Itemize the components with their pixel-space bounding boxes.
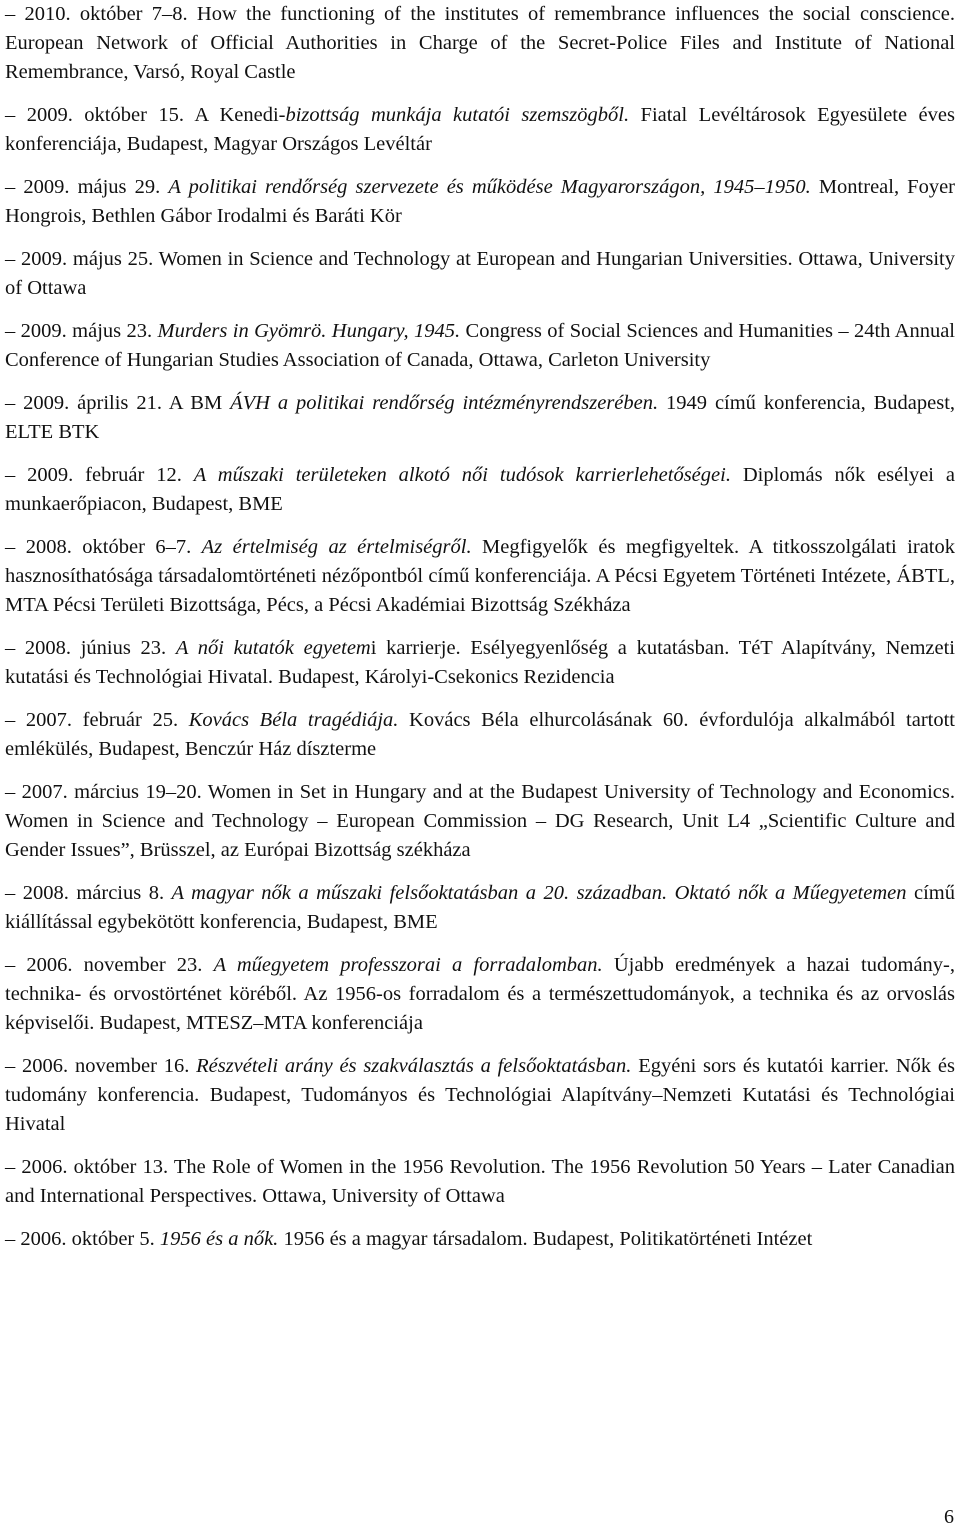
entry-text: – 2009. május 25. Women in Science and Technology at European and Hungarian Universities. Ottawa, University of Ottawa [5,248,955,299]
entry-text: Egyéni sors és kutatói karrier. Nők és tudomány konferencia. Budapest, Tudományos és Technológiai Alapítvány–Nemzeti Kutatási és Technológiai Hivatal [5,1055,955,1135]
entry-text: című kiállítással egybekötött konferencia, Budapest, BME [5,882,955,933]
entry-text: – 2006. november 16. [5,1055,197,1077]
entry-text: 1949 című konferencia, Budapest, ELTE BTK [5,392,956,443]
entry-title-italic: A női kutatók egyetem [175,637,371,659]
entry-text: – 2006. október 5. [5,1228,160,1250]
entry-text: i karrierje. Esélyegyenlőség a kutatásban. TéT Alapítvány, Nemzeti kutatási és Technológiai Hivatal. Budapest, Károlyi-Csekonics Rezidencia [5,637,956,688]
conference-entry [5,879,955,937]
entry-text: Fiatal Levéltárosok Egyesülete éves konferenciája, Budapest, Magyar Országos Levéltár [5,104,955,155]
entry-title-italic: A műszaki területeken alkotó női tudósok karrierlehetőségei. [193,464,731,486]
conference-entry [5,634,955,692]
entry-title-italic: Az értelmiség az értelmiségről. [201,536,472,558]
page-number: 6 [944,1506,954,1528]
entry-title-italic: Murders in Gyömrö. Hungary, 1945. [157,320,461,342]
entry-text: – 2007. február 25. [5,709,189,731]
entry-text: – 2006. november 23. [5,954,214,976]
entry-text: – 2008. március 8. [5,882,172,904]
entry-text: – 2008. október 6–7. [5,536,202,558]
conference-entry [5,1153,955,1211]
conference-entry [5,0,955,87]
entry-text: Congress of Social Sciences and Humanities – 24th Annual Conference of Hungarian Studies Association of Canada, Ottawa, Carleton University [5,320,956,371]
entry-text: Újabb eredmények a hazai tudomány-, technika- és orvostörténet köréből. Az 1956-os forradalom és a természettudományok, a technika és az orvoslás képviselői. Budapest, MTESZ–MTA konferenciája [5,954,955,1034]
entry-title-italic: Részvételi arány és szakválasztás a felsőoktatásban. [196,1055,632,1077]
conference-entry [5,778,955,865]
entry-text: – 2009. április 21. A BM [5,392,231,414]
conference-entry [5,1225,955,1254]
entry-text: – 2006. október 13. The Role of Women in the 1956 Revolution. The 1956 Revolution 50 Years – Later Canadian and International Perspectives. Ottawa, University of Ottawa [5,1156,955,1207]
conference-entry [5,173,955,231]
conference-entry [5,389,955,447]
conference-entry [5,245,955,303]
conference-entry [5,101,955,159]
conference-entry [5,706,955,764]
entry-text: – 2008. június 23. [5,637,176,659]
entry-title-italic: ÁVH a politikai rendőrség intézményrendszerében. [230,392,659,414]
conference-list [5,0,955,1268]
entry-title-italic: 1956 és a nők. [159,1228,279,1250]
entry-text: Diplomás nők esélyei a munkaerőpiacon, Budapest, BME [5,464,955,515]
entry-text: – 2009. február 12. [5,464,194,486]
entry-title-italic: A műegyetem professzorai a forradalomban. [213,954,603,976]
conference-entry [5,1052,955,1139]
conference-entry [5,951,955,1038]
entry-title-italic: bizottság munkája kutatói szemszögből. [285,104,630,126]
conference-entry [5,317,955,375]
entry-title-italic: A politikai rendőrség szervezete és működése Magyarországon, 1945–1950. [168,176,811,198]
entry-text: – 2009. október 15. A Kenedi- [5,104,286,126]
entry-text: Kovács Béla elhurcolásának 60. évfordulója alkalmából tartott emlékülés, Budapest, Benczúr Ház díszterme [5,709,955,760]
entry-text: Montreal, Foyer Hongrois, Bethlen Gábor Irodalmi és Baráti Kör [5,176,956,227]
conference-entry [5,461,955,519]
entry-text: – 2010. október 7–8. How the functioning of the institutes of remembrance influences the social conscience. European Network of Official Authorities in Charge of the Secret-Police Files and Institute of National Remembrance, Varsó, Royal Castle [5,3,955,83]
entry-text: Megfigyelők és megfigyeltek. A titkosszolgálati iratok hasznosíthatósága társadalomtörténeti nézőpontból című konferenciája. A Pécsi Egyetem Történeti Intézete, ÁBTL, MTA Pécsi Területi Bizottsága, Pécs, a Pécsi Akadémiai Bizottság Székháza [5,536,955,616]
entry-text: – 2009. május 23. [5,320,158,342]
entry-text: – 2007. március 19–20. Women in Set in Hungary and at the Budapest University of Technology and Economics. Women in Science and Technology – European Commission – DG Research, Unit L4 „Scientific Culture and Gender Issues”, Brüsszel, az Európai Bizottság székháza [5,781,955,861]
entry-title-italic: Kovács Béla tragédiája. [188,709,399,731]
entry-text: 1956 és a magyar társadalom. Budapest, Politikatörténeti Intézet [278,1228,813,1250]
conference-entry [5,533,955,620]
entry-title-italic: A magyar nők a műszaki felsőoktatásban a 20. században. Oktató nők a Műegyetemen [171,882,907,904]
entry-text: – 2009. május 29. [5,176,169,198]
